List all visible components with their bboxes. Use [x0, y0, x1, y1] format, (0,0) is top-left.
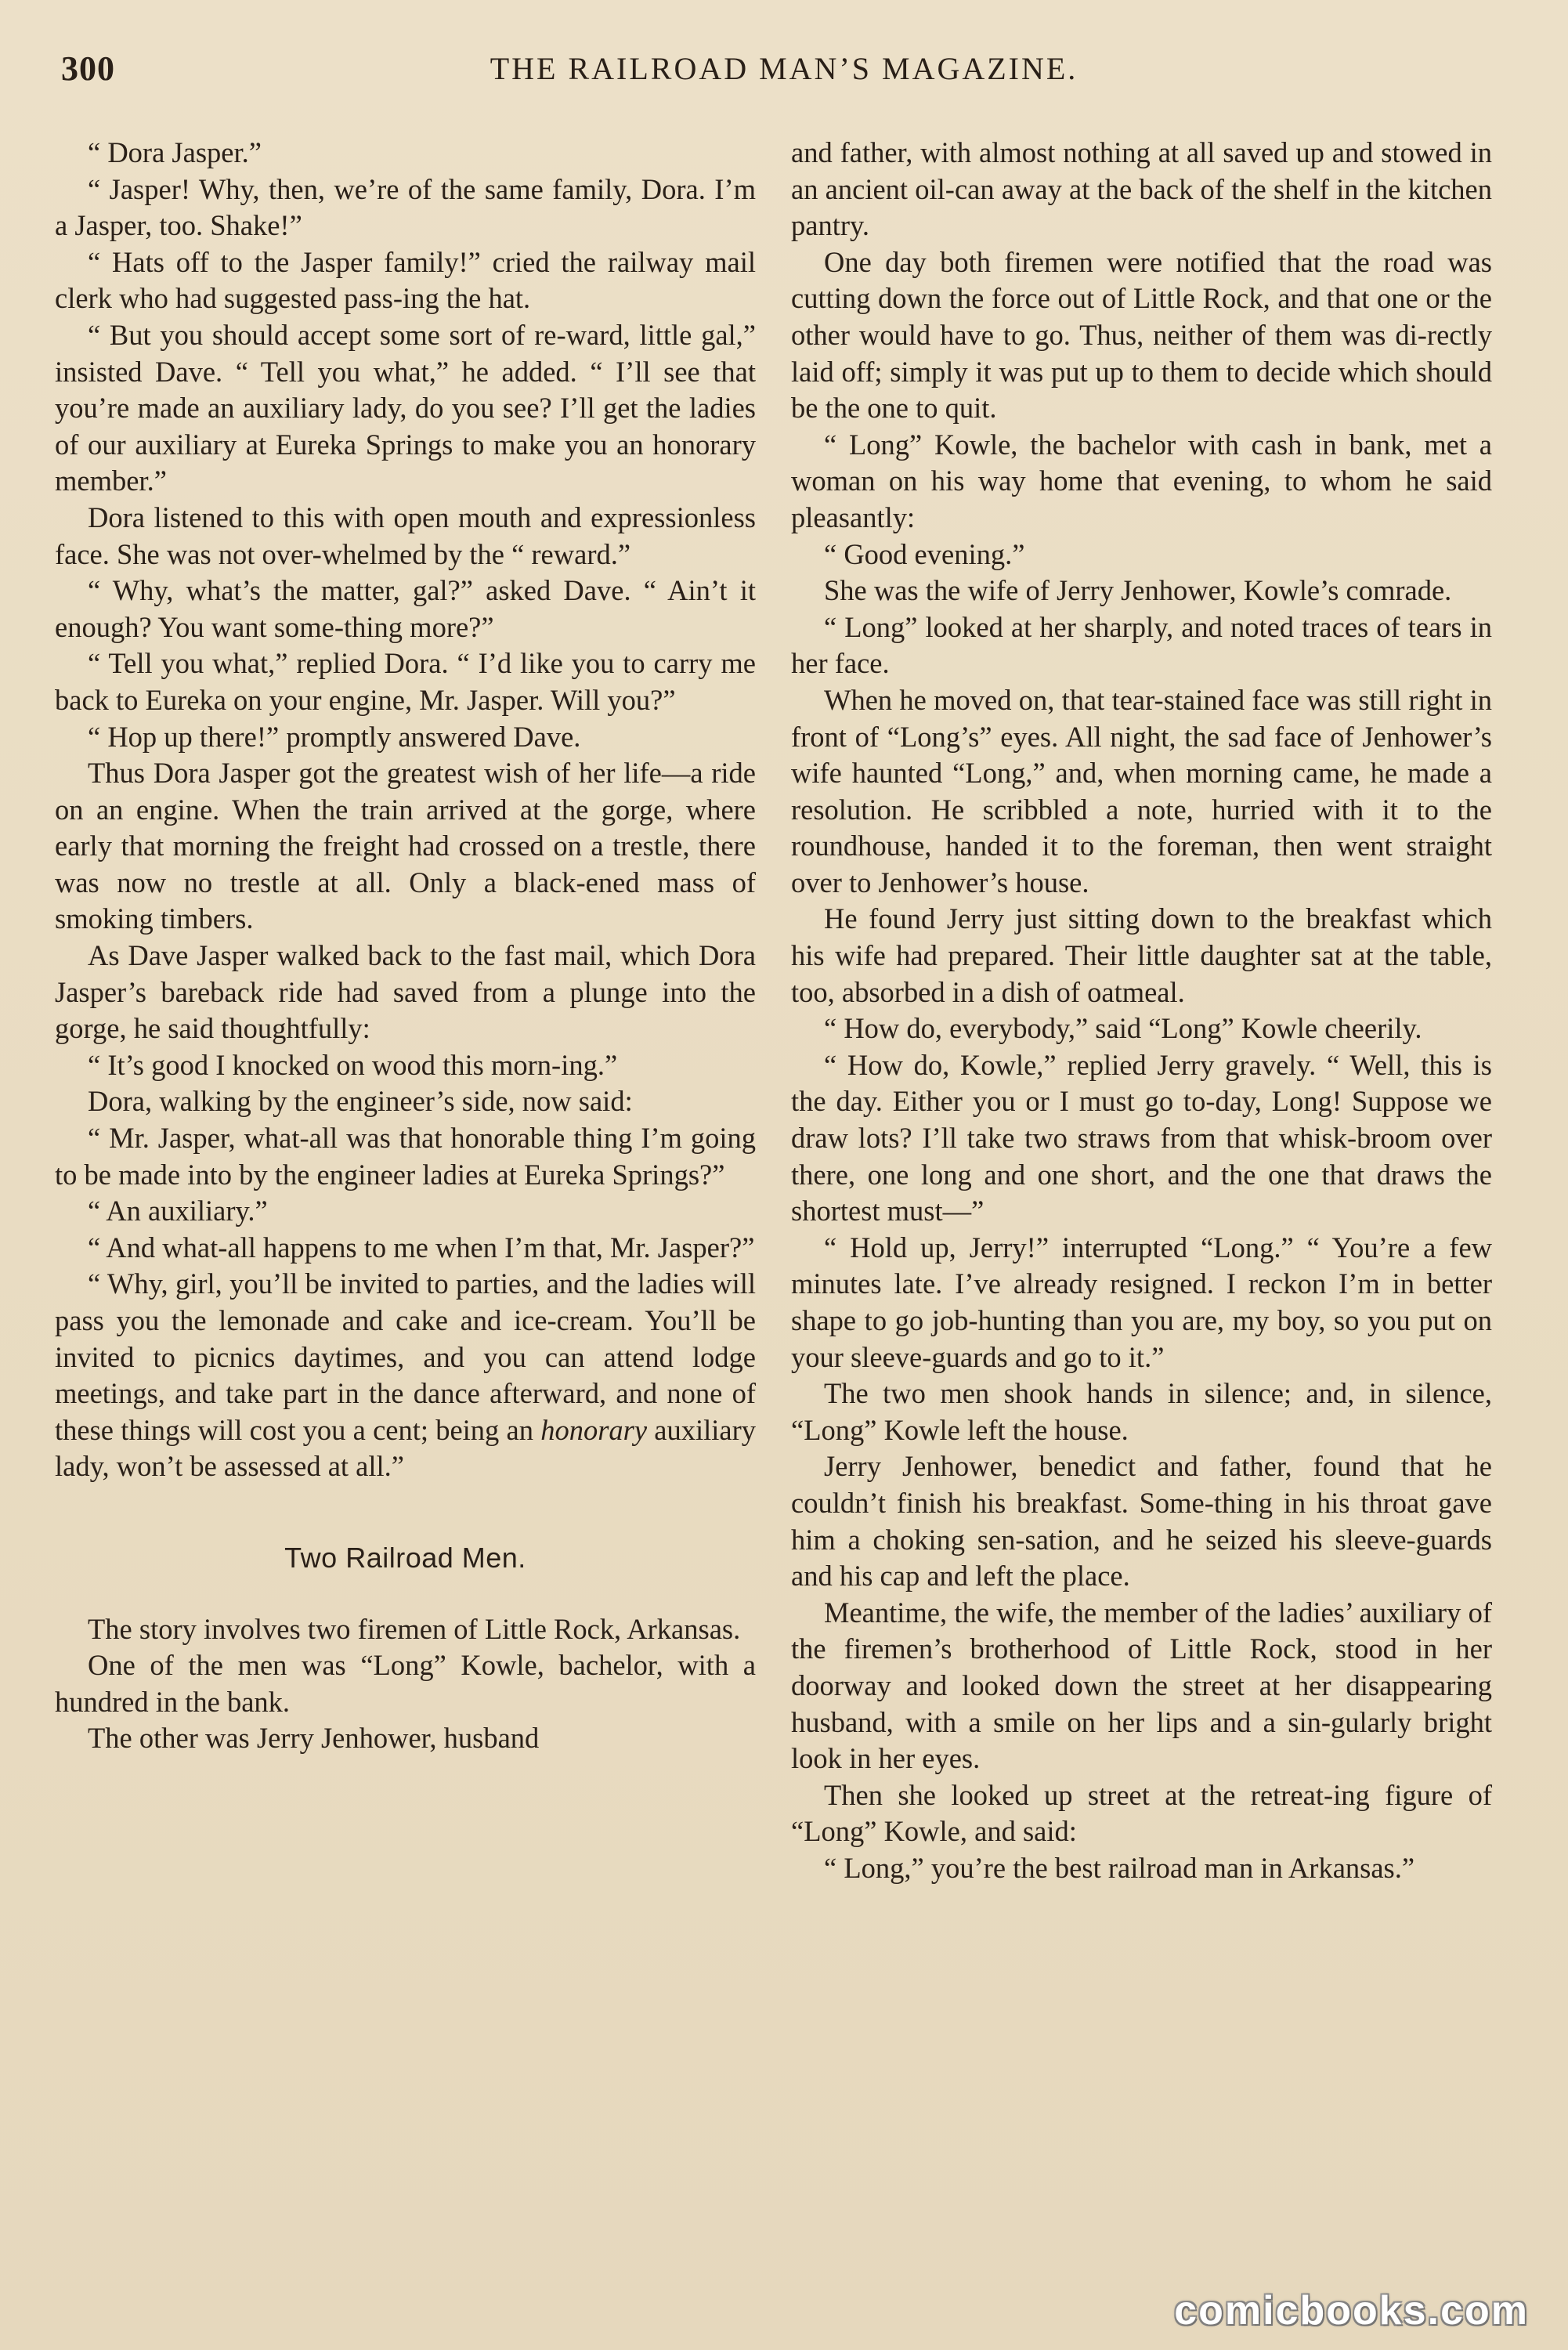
- paragraph: She was the wife of Jerry Jenhower, Kowle’s comrade.: [824, 574, 1452, 607]
- paragraph: Dora, walking by the engineer’s side, now said:: [88, 1085, 633, 1118]
- paragraph: “ Mr. Jasper, what-all was that honorable thing I’m going to be made into by the engineer ladies at Eureka Springs?”: [55, 1122, 756, 1191]
- paragraph: “ It’s good I knocked on wood this morn-ing.”: [88, 1048, 618, 1081]
- paragraph: Then she looked up street at the retreat-ing figure of “Long” Kowle, and said:: [791, 1778, 1492, 1848]
- paragraph: As Dave Jasper walked back to the fast mail, which Dora Jasper’s bareback ride had saved from a plunge into the gorge, he said thoughtfully:: [55, 939, 756, 1045]
- paragraph: “ Long” Kowle, the bachelor with cash in bank, met a woman on his way home that evening, to whom he said pleasantly:: [791, 428, 1492, 533]
- paragraph: “ How do, everybody,” said “Long” Kowle cheerily.: [824, 1012, 1422, 1045]
- paragraph: Thus Dora Jasper got the greatest wish of her life—a ride on an engine. When the train arrived at the gorge, where early that morning the freight had crossed on a trestle, there was now no trestle at all. Only a black-ened mass of smoking timbers.: [55, 757, 756, 935]
- paragraph: and father, with almost nothing at all saved up and stowed in an ancient oil-can away at the back of the shelf in the kitchen pantry.: [791, 136, 1492, 242]
- paragraph: One of the men was “Long” Kowle, bachelor, with a hundred in the bank.: [55, 1649, 756, 1718]
- emphasis-text: honorary: [540, 1413, 648, 1446]
- paragraph: “ Tell you what,” replied Dora. “ I’d like you to carry me back to Eureka on your engine, Mr. Jasper. Will you?”: [55, 647, 756, 716]
- paragraph: Meantime, the wife, the member of the ladies’ auxiliary of the firemen’s brotherhood of Little Rock, stood in her doorway and looked down the street at her disappearing husband, with a smile on her lips and a sin-gularly bright look in her eyes.: [791, 1596, 1492, 1775]
- paragraph: The story involves two firemen of Little Rock, Arkansas.: [88, 1612, 741, 1645]
- page-header: [55, 49, 1513, 96]
- left-column: [55, 135, 756, 1757]
- section-body: [55, 1611, 756, 1757]
- right-column: [791, 135, 1492, 1887]
- section-heading: Two Railroad Men.: [284, 1541, 526, 1574]
- paragraph: Dora listened to this with open mouth and expressionless face. She was not over-whelmed by the “ reward.”: [55, 501, 756, 570]
- paragraph: “ Why, girl, you’ll be invited to parties, and the ladies will pass you the lemonade and cake and ice-cream. You’ll be invited to picnics daytimes, and you can attend lodge meetings, and take part in the dance afterward, and none of these things will cost you a cent; being an honorary auxiliary lady, won’t be assessed at all.”: [55, 1267, 757, 1483]
- paragraph: When he moved on, that tear-stained face was still right in front of “Long’s” eyes. All night, the sad face of Jenhower’s wife haunted “Long,” and, when morning came, he made a resolution. He scribbled a note, hurried with it to the roundhouse, handed it to the foreman, then went straight over to Jenhower’s house.: [791, 683, 1492, 898]
- paragraph: “ Long,” you’re the best railroad man in Arkansas.”: [824, 1851, 1415, 1884]
- paragraph: “ Hop up there!” promptly answered Dave.: [88, 720, 581, 753]
- paragraph: He found Jerry just sitting down to the breakfast which his wife had prepared. Their little daughter sat at the table, too, absorbed in a dish of oatmeal.: [791, 902, 1492, 1008]
- paragraph: “ How do, Kowle,” replied Jerry gravely. “ Well, this is the day. Either you or I must go to-day, Long! Suppose we draw lots? I’ll take two straws from that whisk-broom over there, one long and one short, and the one that draws the shortest must—”: [791, 1048, 1492, 1227]
- watermark-logo: comicbooks.com: [1174, 2288, 1529, 2334]
- paragraph: “ Dora Jasper.”: [88, 136, 262, 168]
- page-number: 300: [61, 49, 115, 88]
- paragraph: “ But you should accept some sort of re-ward, little gal,” insisted Dave. “ Tell you what,” he added. “ I’ll see that you’re made an auxiliary lady, do you see? I’ll get the ladies of our auxiliary at Eureka Springs to make you an honorary member.”: [55, 318, 756, 497]
- running-title: THE RAILROAD MAN’S MAGAZINE.: [490, 51, 1078, 86]
- paragraph: “ Good evening.”: [824, 537, 1025, 570]
- paragraph: “ And what-all happens to me when I’m that, Mr. Jasper?”: [88, 1231, 755, 1264]
- paragraph: “ Long” looked at her sharply, and noted traces of tears in her face.: [791, 610, 1492, 680]
- paragraph: The two men shook hands in silence; and, in silence, “Long” Kowle left the house.: [791, 1377, 1492, 1446]
- paragraph: “ An auxiliary.”: [88, 1195, 268, 1227]
- paragraph: The other was Jerry Jenhower, husband: [88, 1722, 540, 1755]
- paragraph: One day both firemen were notified that the road was cutting down the force out of Little Rock, and that one or the other would have to go. Thus, neither of them was di-rectly laid off; simply it was put up to them to decide which should be the one to quit.: [791, 245, 1492, 425]
- paragraph: “ Hold up, Jerry!” interrupted “Long.” “ You’re a few minutes late. I’ve already resigned. I reckon I’m in better shape to go job-hunting than you are, my boy, so you put on your sleeve-guards and go to it.”: [791, 1231, 1492, 1373]
- paragraph: “ Why, what’s the matter, gal?” asked Dave. “ Ain’t it enough? You want some-thing more?”: [55, 574, 756, 643]
- right-column-body: [791, 135, 1492, 1887]
- paragraph: “ Jasper! Why, then, we’re of the same family, Dora. I’m a Jasper, too. Shake!”: [55, 172, 756, 242]
- left-column-body: [55, 135, 756, 1266]
- paragraph: “ Hats off to the Jasper family!” cried the railway mail clerk who had suggested pass-ing the hat.: [55, 245, 756, 315]
- paragraph: Jerry Jenhower, benedict and father, found that he couldn’t finish his breakfast. Some-thing in his throat gave him a choking sen-sation, and he seized his sleeve-guards and his cap and left the place.: [791, 1450, 1492, 1593]
